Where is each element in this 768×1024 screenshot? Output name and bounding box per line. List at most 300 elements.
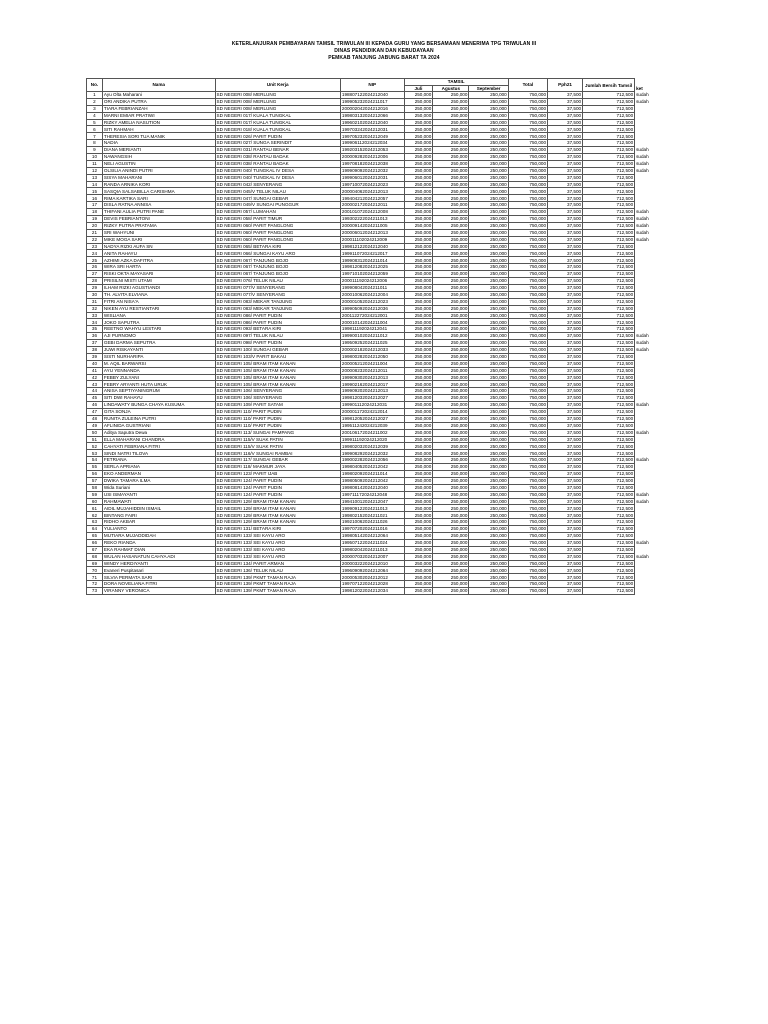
- cell-nama: RIDHO AKBAR: [102, 519, 215, 526]
- cell-juli: 250,000: [404, 140, 433, 147]
- cell-no: 49: [87, 422, 103, 429]
- cell-juli: 250,000: [404, 512, 433, 519]
- cell-nip: 199710102024212059: [340, 271, 404, 278]
- cell-nip: 199901112024212031: [340, 402, 404, 409]
- cell-total: 750,000: [508, 346, 547, 353]
- cell-september: 250,000: [469, 567, 508, 574]
- cell-agustus: 250,000: [433, 154, 469, 161]
- cell-no: 17: [87, 202, 103, 209]
- cell-pph21: 37,500: [548, 112, 583, 119]
- table-row: [87, 367, 657, 374]
- cell-unit-kerja: SD NEGERI 083/ MEKAR TANJUNG: [215, 305, 340, 312]
- table-row: [87, 422, 657, 429]
- cell-nama: SASQIA SALSABILLA CARISHMA: [102, 188, 215, 195]
- cell-juli: 250,000: [404, 498, 433, 505]
- cell-jumlah-bersih: 712,500: [583, 553, 635, 560]
- cell-total: 750,000: [508, 236, 547, 243]
- cell-juli: 250,000: [404, 209, 433, 216]
- cell-agustus: 250,000: [433, 291, 469, 298]
- cell-unit-kerja: SD NEGERI 109/ PARIT SATAM: [215, 402, 340, 409]
- cell-pph21: 37,500: [548, 443, 583, 450]
- cell-no: 10: [87, 154, 103, 161]
- cell-unit-kerja: SD NEGERI 038/ RANTAU BADAK: [215, 154, 340, 161]
- cell-nip: 199708182024212038: [340, 160, 404, 167]
- table-row: [87, 271, 657, 278]
- cell-nip: 200005302024212012: [340, 574, 404, 581]
- cell-nip: 199905232024211017: [340, 98, 404, 105]
- cell-jumlah-bersih: 712,500: [583, 374, 635, 381]
- cell-total: 750,000: [508, 395, 547, 402]
- cell-ket: sudah: [636, 161, 649, 167]
- cell-nama: RIZKY PUTRA PRATAMA: [102, 222, 215, 229]
- cell-nama: AFLINIDA GUSTRIANI: [102, 422, 215, 429]
- cell-september: 250,000: [469, 415, 508, 422]
- cell-ket: [635, 519, 656, 526]
- cell-juli: 250,000: [404, 133, 433, 140]
- cell-total: 750,000: [508, 353, 547, 360]
- cell-nip: 199707122024212028: [340, 581, 404, 588]
- table-row: [87, 147, 657, 154]
- cell-pph21: 37,500: [548, 312, 583, 319]
- cell-unit-kerja: SD NEGERI 042/ SENYERANG: [215, 181, 340, 188]
- cell-nama: EKA RAHMAT DIAN: [102, 546, 215, 553]
- cell-pph21: 37,500: [548, 553, 583, 560]
- cell-nama: FETRIANA: [102, 457, 215, 464]
- cell-unit-kerja: SD NEGERI 139/ PKMT TAMAN RAJA: [215, 574, 340, 581]
- cell-jumlah-bersih: 712,500: [583, 381, 635, 388]
- table-row: [87, 581, 657, 588]
- cell-september: 250,000: [469, 222, 508, 229]
- table-row: [87, 388, 657, 395]
- cell-ket: [635, 567, 656, 574]
- cell-agustus: 250,000: [433, 422, 469, 429]
- cell-unit-kerja: SD NEGERI 047/ SUNGAI GEBAR: [215, 195, 340, 202]
- cell-unit-kerja: SD NEGERI 133/ SEI KAYU ARO: [215, 533, 340, 540]
- cell-total: 750,000: [508, 160, 547, 167]
- cell-september: 250,000: [469, 264, 508, 271]
- cell-no: 55: [87, 464, 103, 471]
- cell-jumlah-bersih: 712,500: [583, 395, 635, 402]
- cell-nama: NADIA: [102, 140, 215, 147]
- cell-nama: AJI PURNOMO: [102, 333, 215, 340]
- header-september: September: [469, 85, 508, 92]
- cell-juli: 250,000: [404, 346, 433, 353]
- table-row: [87, 105, 657, 112]
- cell-total: 750,000: [508, 422, 547, 429]
- cell-nama: TIARA FEBRIANZAH: [102, 105, 215, 112]
- cell-september: 250,000: [469, 229, 508, 236]
- cell-unit-kerja: SD NEGERI 117/ SUNGAI GEBAR: [215, 457, 340, 464]
- cell-nip: 200004062024212013: [340, 188, 404, 195]
- cell-september: 250,000: [469, 167, 508, 174]
- cell-ket: [635, 470, 656, 477]
- table-body: [87, 92, 657, 595]
- cell-total: 750,000: [508, 574, 547, 581]
- cell-no: 53: [87, 450, 103, 457]
- cell-september: 250,000: [469, 464, 508, 471]
- cell-nama: SERLA APRIANA: [102, 464, 215, 471]
- table-row: [87, 457, 657, 464]
- cell-jumlah-bersih: 712,500: [583, 512, 635, 519]
- cell-no: 4: [87, 112, 103, 119]
- cell-juli: 250,000: [404, 216, 433, 223]
- cell-agustus: 250,000: [433, 126, 469, 133]
- cell-no: 70: [87, 567, 103, 574]
- cell-nama: NELI AGUSTIN: [102, 160, 215, 167]
- cell-agustus: 250,000: [433, 133, 469, 140]
- cell-total: 750,000: [508, 539, 547, 546]
- cell-pph21: 37,500: [548, 133, 583, 140]
- cell-nip: 200009142024211005: [340, 222, 404, 229]
- cell-nama: ILHAM RIZKI AGUSTIANDI: [102, 284, 215, 291]
- cell-pph21: 37,500: [548, 477, 583, 484]
- cell-agustus: 250,000: [433, 450, 469, 457]
- cell-ket: [635, 284, 656, 291]
- cell-unit-kerja: SD NEGERI 066/ SUNGAI KAYU ARO: [215, 250, 340, 257]
- cell-pph21: 37,500: [548, 505, 583, 512]
- cell-nama: EKO ANDERMAN: [102, 470, 215, 477]
- cell-pph21: 37,500: [548, 326, 583, 333]
- cell-nip: 199804052024212042: [340, 464, 404, 471]
- header-pph21: Pph21: [548, 79, 583, 92]
- table-row: [87, 346, 657, 353]
- cell-unit-kerja: SD NEGERI 077/V SENYERANG: [215, 284, 340, 291]
- cell-pph21: 37,500: [548, 512, 583, 519]
- cell-nama: NAWANGSIH: [102, 154, 215, 161]
- cell-unit-kerja: SD NEGERI 113/ SUNGAI PAMPANG: [215, 429, 340, 436]
- cell-no: 7: [87, 133, 103, 140]
- cell-total: 750,000: [508, 505, 547, 512]
- cell-unit-kerja: SD NEGERI 065/ BETARA KIRI: [215, 243, 340, 250]
- cell-ket: [635, 291, 656, 298]
- cell-nama: DISLA RATNA ANNISA: [102, 202, 215, 209]
- cell-juli: 250,000: [404, 147, 433, 154]
- cell-juli: 250,000: [404, 174, 433, 181]
- cell-pph21: 37,500: [548, 546, 583, 553]
- table-row: [87, 533, 657, 540]
- cell-ket: [635, 312, 656, 319]
- cell-unit-kerja: SD NEGERI 083/ MEKAR TANJUNG: [215, 298, 340, 305]
- cell-agustus: 250,000: [433, 188, 469, 195]
- cell-nip: 199609092024212064: [340, 567, 404, 574]
- cell-unit-kerja: SD NEGERI 134/ PARIT ARMAN: [215, 560, 340, 567]
- cell-jumlah-bersih: 712,500: [583, 567, 635, 574]
- cell-nip: 199707202024211016: [340, 526, 404, 533]
- cell-september: 250,000: [469, 546, 508, 553]
- cell-total: 750,000: [508, 243, 547, 250]
- cell-total: 750,000: [508, 374, 547, 381]
- cell-ket: [635, 443, 656, 450]
- cell-jumlah-bersih: 712,500: [583, 216, 635, 223]
- cell-juli: 250,000: [404, 195, 433, 202]
- cell-pph21: 37,500: [548, 346, 583, 353]
- cell-juli: 250,000: [404, 581, 433, 588]
- cell-total: 750,000: [508, 567, 547, 574]
- cell-agustus: 250,000: [433, 298, 469, 305]
- cell-nip: 199908292024212032: [340, 450, 404, 457]
- cell-jumlah-bersih: 712,500: [583, 560, 635, 567]
- cell-unit-kerja: SD NEGERI 133/ SEI KAYU ARO: [215, 546, 340, 553]
- cell-unit-kerja: SD NEGERI 017/ KUALA TUNGKAL: [215, 112, 340, 119]
- cell-jumlah-bersih: 712,500: [583, 519, 635, 526]
- cell-pph21: 37,500: [548, 402, 583, 409]
- cell-nama: ORI ANDIKA PUTRA: [102, 98, 215, 105]
- cell-jumlah-bersih: 712,500: [583, 243, 635, 250]
- cell-jumlah-bersih: 712,500: [583, 264, 635, 271]
- cell-september: 250,000: [469, 298, 508, 305]
- cell-nama: AZHIMI AZKA DAFITRA: [102, 257, 215, 264]
- cell-no: 48: [87, 415, 103, 422]
- cell-nip: 200112272024212001: [340, 312, 404, 319]
- table-row: [87, 195, 657, 202]
- cell-jumlah-bersih: 712,500: [583, 408, 635, 415]
- cell-total: 750,000: [508, 367, 547, 374]
- cell-agustus: 250,000: [433, 477, 469, 484]
- cell-september: 250,000: [469, 312, 508, 319]
- cell-unit-kerja: SD NEGERI 110/ PARIT PUDIN: [215, 422, 340, 429]
- cell-total: 750,000: [508, 229, 547, 236]
- cell-total: 750,000: [508, 284, 547, 291]
- cell-pph21: 37,500: [548, 257, 583, 264]
- cell-september: 250,000: [469, 353, 508, 360]
- cell-juli: 250,000: [404, 160, 433, 167]
- cell-no: 19: [87, 216, 103, 223]
- cell-september: 250,000: [469, 498, 508, 505]
- cell-nama: ELLA MAHARANI CHANDRA: [102, 436, 215, 443]
- cell-total: 750,000: [508, 98, 547, 105]
- cell-jumlah-bersih: 712,500: [583, 195, 635, 202]
- cell-pph21: 37,500: [548, 360, 583, 367]
- cell-total: 750,000: [508, 305, 547, 312]
- cell-nama: SISYA MAHARANI: [102, 174, 215, 181]
- cell-unit-kerja: SD NEGERI 105/ BRAM ITAM KANAN: [215, 381, 340, 388]
- cell-ket: [635, 374, 656, 381]
- cell-nama: FEBRY ARYANTI HUTA URUK: [102, 381, 215, 388]
- cell-ket: [635, 298, 656, 305]
- cell-pph21: 37,500: [548, 195, 583, 202]
- cell-september: 250,000: [469, 367, 508, 374]
- cell-september: 250,000: [469, 98, 508, 105]
- cell-juli: 250,000: [404, 98, 433, 105]
- cell-unit-kerja: SD NEGERI 027/ SUNGA SERINDIT: [215, 140, 340, 147]
- cell-nama: DWIKA TAMARA ILMA: [102, 477, 215, 484]
- cell-unit-kerja: SD NEGERI 136/ TELUK NILAU: [215, 567, 340, 574]
- cell-no: 2: [87, 98, 103, 105]
- cell-agustus: 250,000: [433, 574, 469, 581]
- table-row: [87, 98, 657, 105]
- cell-total: 750,000: [508, 443, 547, 450]
- cell-nama: GEBI DARMA SEPUTRA: [102, 340, 215, 347]
- cell-nip: 199509252024211025: [340, 340, 404, 347]
- cell-nama: VIRANNY VERONICA: [102, 588, 215, 595]
- cell-agustus: 250,000: [433, 415, 469, 422]
- cell-agustus: 250,000: [433, 436, 469, 443]
- cell-total: 750,000: [508, 533, 547, 540]
- cell-total: 750,000: [508, 588, 547, 595]
- cell-pph21: 37,500: [548, 222, 583, 229]
- cell-unit-kerja: SD NEGERI 067/ TANJUNG BOJO: [215, 264, 340, 271]
- table-row: [87, 415, 657, 422]
- cell-no: 18: [87, 209, 103, 216]
- cell-pph21: 37,500: [548, 395, 583, 402]
- cell-pph21: 37,500: [548, 229, 583, 236]
- cell-no: 24: [87, 250, 103, 257]
- cell-ket: [635, 477, 656, 484]
- cell-juli: 250,000: [404, 588, 433, 595]
- cell-nama: DIANA MERIANTI: [102, 147, 215, 154]
- cell-jumlah-bersih: 712,500: [583, 257, 635, 264]
- cell-agustus: 250,000: [433, 546, 469, 553]
- table-row: [87, 526, 657, 533]
- cell-jumlah-bersih: 712,500: [583, 574, 635, 581]
- cell-nip: 200101072024212008: [340, 209, 404, 216]
- cell-pph21: 37,500: [548, 340, 583, 347]
- cell-unit-kerja: SD NEGERI 008/ MERLUNG: [215, 92, 340, 99]
- cell-juli: 250,000: [404, 154, 433, 161]
- cell-agustus: 250,000: [433, 360, 469, 367]
- cell-total: 750,000: [508, 429, 547, 436]
- cell-nip: 199906112024212034: [340, 140, 404, 147]
- cell-nip: 200005212024211004: [340, 360, 404, 367]
- table-row: [87, 174, 657, 181]
- cell-pph21: 37,500: [548, 408, 583, 415]
- cell-nama: RANDA ARNIKA KORI: [102, 181, 215, 188]
- cell-pph21: 37,500: [548, 271, 583, 278]
- cell-no: 59: [87, 491, 103, 498]
- cell-jumlah-bersih: 712,500: [583, 429, 635, 436]
- header-juli: Juli: [404, 85, 433, 92]
- cell-nip: 199511242024212039: [340, 422, 404, 429]
- table-row: [87, 216, 657, 223]
- cell-agustus: 250,000: [433, 367, 469, 374]
- cell-juli: 250,000: [404, 381, 433, 388]
- header-total: Total: [508, 79, 547, 92]
- cell-agustus: 250,000: [433, 395, 469, 402]
- cell-nip: 199812052024212027: [340, 415, 404, 422]
- cell-unit-kerja: SD NEGERI 038/ RANTAU BADAK: [215, 160, 340, 167]
- cell-jumlah-bersih: 712,500: [583, 443, 635, 450]
- cell-nama: TH. ALVITA ELVIANA: [102, 291, 215, 298]
- cell-unit-kerja: SD NEGERI 124/ PARIT PUDIN: [215, 477, 340, 484]
- cell-ket: [635, 512, 656, 519]
- cell-unit-kerja: SD NEGERI 008/ MERLUNG: [215, 105, 340, 112]
- cell-jumlah-bersih: 712,500: [583, 588, 635, 595]
- cell-pph21: 37,500: [548, 298, 583, 305]
- cell-nama: M. AQIL BARWARSI: [102, 360, 215, 367]
- cell-total: 750,000: [508, 333, 547, 340]
- table-row: [87, 160, 657, 167]
- cell-jumlah-bersih: 712,500: [583, 160, 635, 167]
- table-row: [87, 126, 657, 133]
- cell-ket: sudah: [636, 340, 649, 346]
- cell-juli: 250,000: [404, 470, 433, 477]
- cell-jumlah-bersih: 712,500: [583, 112, 635, 119]
- cell-unit-kerja: SD NEGERI 103/V PARIT BAKAU: [215, 353, 340, 360]
- table-row: [87, 574, 657, 581]
- cell-september: 250,000: [469, 381, 508, 388]
- cell-nip: 199802032024212039: [340, 443, 404, 450]
- table-row: [87, 519, 657, 526]
- cell-ket: sudah: [636, 347, 649, 353]
- cell-ket: [635, 243, 656, 250]
- cell-september: 250,000: [469, 408, 508, 415]
- cell-unit-kerja: SD NEGERI 098/ PARIT PUDIN: [215, 340, 340, 347]
- cell-total: 750,000: [508, 381, 547, 388]
- cell-september: 250,000: [469, 346, 508, 353]
- cell-jumlah-bersih: 712,500: [583, 367, 635, 374]
- cell-nama: SITI RAHMAH: [102, 126, 215, 133]
- cell-ket: sudah: [636, 333, 649, 339]
- cell-september: 250,000: [469, 512, 508, 519]
- cell-juli: 250,000: [404, 388, 433, 395]
- cell-jumlah-bersih: 712,500: [583, 291, 635, 298]
- cell-pph21: 37,500: [548, 526, 583, 533]
- cell-unit-kerja: SD NEGERI 067/ TANJUNG BOJO: [215, 271, 340, 278]
- cell-jumlah-bersih: 712,500: [583, 526, 635, 533]
- cell-total: 750,000: [508, 319, 547, 326]
- cell-september: 250,000: [469, 250, 508, 257]
- cell-juli: 250,000: [404, 491, 433, 498]
- cell-juli: 250,000: [404, 553, 433, 560]
- cell-no: 3: [87, 105, 103, 112]
- header-jumlah-bersih: Jumlah Bersih Tamsil: [583, 79, 635, 92]
- cell-jumlah-bersih: 712,500: [583, 202, 635, 209]
- cell-ket: [635, 464, 656, 471]
- cell-jumlah-bersih: 712,500: [583, 250, 635, 257]
- table-row: [87, 312, 657, 319]
- title-line-2: DINAS PENDIDIKAN DAN KEBUDAYAAN: [334, 48, 434, 54]
- cell-juli: 250,000: [404, 340, 433, 347]
- cell-no: 36: [87, 333, 103, 340]
- cell-total: 750,000: [508, 195, 547, 202]
- cell-ket: sudah: [636, 154, 649, 160]
- cell-juli: 250,000: [404, 250, 433, 257]
- cell-total: 750,000: [508, 560, 547, 567]
- cell-agustus: 250,000: [433, 236, 469, 243]
- cell-pph21: 37,500: [548, 491, 583, 498]
- table-row: [87, 236, 657, 243]
- cell-nama: Aditya Saputra Dewa: [102, 429, 215, 436]
- table-row: [87, 553, 657, 560]
- cell-no: 23: [87, 243, 103, 250]
- cell-nama: WISLIANA: [102, 312, 215, 319]
- cell-juli: 250,000: [404, 112, 433, 119]
- cell-jumlah-bersih: 712,500: [583, 353, 635, 360]
- cell-nama: MARNI EMIAR PRATIWI: [102, 112, 215, 119]
- cell-total: 750,000: [508, 250, 547, 257]
- table-row: [87, 353, 657, 360]
- cell-nama: JUWI RISKAYANTI: [102, 346, 215, 353]
- cell-nip: 199800282024212050: [340, 353, 404, 360]
- cell-nip: 199705232024212049: [340, 133, 404, 140]
- cell-total: 750,000: [508, 553, 547, 560]
- cell-pph21: 37,500: [548, 305, 583, 312]
- cell-ket: [635, 588, 656, 595]
- table-row: [87, 484, 657, 491]
- table-row: [87, 257, 657, 264]
- cell-pph21: 37,500: [548, 484, 583, 491]
- table-row: [87, 374, 657, 381]
- cell-pph21: 37,500: [548, 167, 583, 174]
- cell-no: 63: [87, 519, 103, 526]
- cell-juli: 250,000: [404, 443, 433, 450]
- cell-juli: 250,000: [404, 298, 433, 305]
- cell-september: 250,000: [469, 257, 508, 264]
- cell-agustus: 250,000: [433, 553, 469, 560]
- cell-total: 750,000: [508, 450, 547, 457]
- cell-nama: NIKEN AYU RESTIANTARI: [102, 305, 215, 312]
- cell-pph21: 37,500: [548, 539, 583, 546]
